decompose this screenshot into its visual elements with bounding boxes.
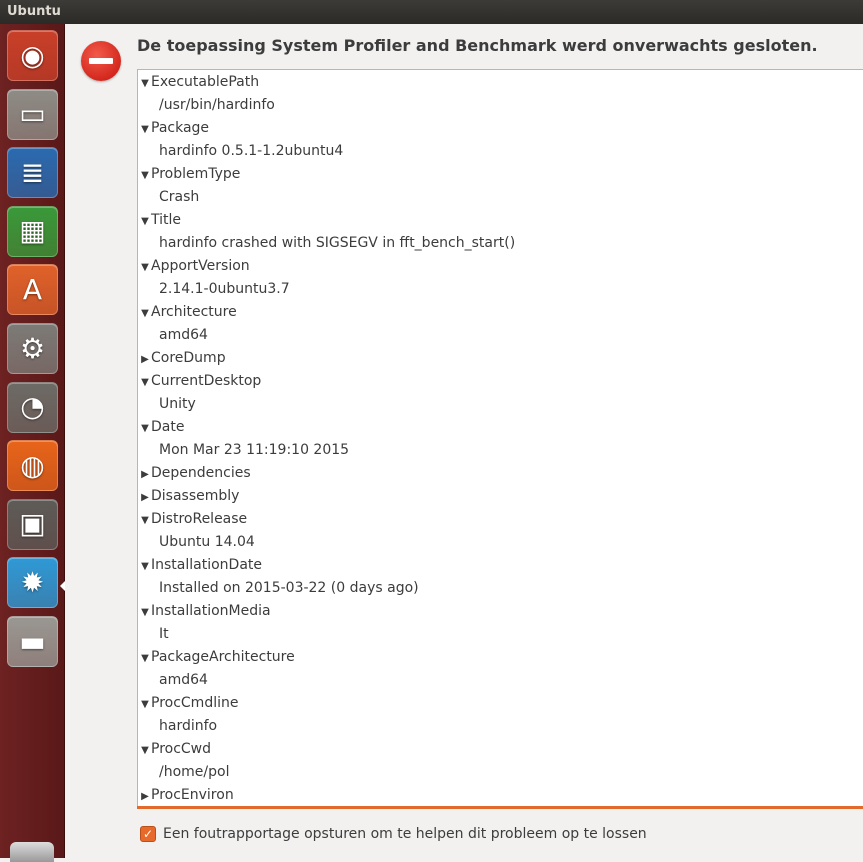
send-report-option[interactable] <box>140 824 647 844</box>
report-key-row[interactable] <box>138 485 863 508</box>
report-key-row[interactable] <box>138 209 863 232</box>
report-key-label: ProcEnviron <box>151 787 234 803</box>
report-value: Installed on 2015-03-22 (0 days ago) <box>159 580 419 596</box>
ubuntu-dash-icon[interactable] <box>7 30 58 81</box>
report-value: hardinfo <box>159 718 218 734</box>
expanded-triangle-icon[interactable]: ▼ <box>141 423 149 434</box>
report-value: Unity <box>159 396 196 412</box>
report-value: Crash <box>159 189 200 205</box>
report-key-row[interactable] <box>138 646 863 669</box>
report-value: amd64 <box>159 672 208 688</box>
expanded-triangle-icon[interactable]: ▼ <box>141 170 149 181</box>
launcher <box>0 24 65 858</box>
disk-usage-glyph: ◔ <box>20 390 45 424</box>
report-key-label: Disassembly <box>151 488 240 504</box>
send-report-label: Een foutrapportage opsturen om te helpen dit probleem op te lossen <box>163 826 647 842</box>
report-key-label: InstallationMedia <box>151 603 271 619</box>
expanded-triangle-icon[interactable]: ▼ <box>141 262 149 273</box>
files-icon[interactable] <box>7 89 58 140</box>
expanded-triangle-icon[interactable]: ▼ <box>141 699 149 710</box>
send-report-checkbox[interactable]: ✓ <box>140 826 156 842</box>
crash-dialog <box>66 24 863 858</box>
expanded-triangle-icon[interactable]: ▼ <box>141 653 149 664</box>
system-settings-glyph: ⚙ <box>19 331 46 365</box>
disk-usage-icon[interactable] <box>7 382 58 433</box>
top-panel <box>0 0 863 24</box>
trash-icon[interactable] <box>10 842 54 862</box>
apport-crash-icon[interactable] <box>7 557 58 608</box>
report-key-label: ProcCmdline <box>151 695 239 711</box>
libreoffice-writer-icon[interactable] <box>7 147 58 198</box>
report-key-row[interactable] <box>138 301 863 324</box>
report-value: Mon Mar 23 11:19:10 2015 <box>159 442 350 458</box>
report-key-label: Package <box>151 120 210 136</box>
libreoffice-writer-glyph: ≣ <box>20 155 45 189</box>
collapsed-triangle-icon[interactable]: ▶ <box>141 791 149 802</box>
report-key-row[interactable] <box>138 600 863 623</box>
error-icon <box>81 41 121 81</box>
report-key-label: Date <box>151 419 185 435</box>
report-key-label: ApportVersion <box>151 258 250 274</box>
report-key-label: ProcCwd <box>151 741 212 757</box>
dialog-headline: De toepassing System Profiler and Benchmark werd onverwachts gesloten. <box>137 36 818 55</box>
expanded-triangle-icon[interactable]: ▼ <box>141 561 149 572</box>
report-key-label: CoreDump <box>151 350 226 366</box>
report-value: hardinfo 0.5.1-1.2ubuntu4 <box>159 143 344 159</box>
report-key-row[interactable] <box>138 554 863 577</box>
report-key-row[interactable] <box>138 692 863 715</box>
software-center-glyph: A <box>22 272 43 306</box>
report-key-row[interactable] <box>138 738 863 761</box>
expanded-triangle-icon[interactable]: ▼ <box>141 745 149 756</box>
apport-crash-glyph: ✹ <box>20 565 45 599</box>
report-key-label: ExecutablePath <box>151 74 260 90</box>
report-key-label: InstallationDate <box>151 557 263 573</box>
report-value: amd64 <box>159 327 208 343</box>
report-list <box>138 70 863 807</box>
expanded-triangle-icon[interactable]: ▼ <box>141 308 149 319</box>
drive-icon[interactable] <box>7 616 58 667</box>
hardinfo-glyph: ▣ <box>19 507 46 541</box>
report-key-row[interactable] <box>138 416 863 439</box>
libreoffice-calc-glyph: ▦ <box>19 214 46 248</box>
drive-glyph: ▬ <box>19 624 46 658</box>
expanded-triangle-icon[interactable]: ▼ <box>141 515 149 526</box>
firefox-icon[interactable] <box>7 440 58 491</box>
report-key-row[interactable] <box>138 117 863 140</box>
report-value: /home/pol <box>159 764 230 780</box>
libreoffice-calc-icon[interactable] <box>7 206 58 257</box>
report-value: hardinfo crashed with SIGSEGV in fft_bench_start() <box>159 235 516 251</box>
report-key-row[interactable] <box>138 163 863 186</box>
report-details-tree[interactable] <box>137 69 863 809</box>
expanded-triangle-icon[interactable]: ▼ <box>141 216 149 227</box>
report-value: 2.14.1-0ubuntu3.7 <box>159 281 290 297</box>
firefox-glyph: ◍ <box>20 448 45 482</box>
collapsed-triangle-icon[interactable]: ▶ <box>141 354 149 365</box>
expanded-triangle-icon[interactable]: ▼ <box>141 78 149 89</box>
report-value: /usr/bin/hardinfo <box>159 97 275 113</box>
report-key-label: CurrentDesktop <box>151 373 262 389</box>
report-key-row[interactable] <box>138 508 863 531</box>
files-glyph: ▭ <box>19 97 46 131</box>
ubuntu-dash-glyph: ◉ <box>20 38 45 72</box>
report-key-label: Architecture <box>151 304 237 320</box>
report-key-row[interactable] <box>138 370 863 393</box>
report-key-row[interactable] <box>138 462 863 485</box>
report-key-label: DistroRelease <box>151 511 248 527</box>
report-key-label: ProblemType <box>151 166 241 182</box>
collapsed-triangle-icon[interactable]: ▶ <box>141 492 149 503</box>
report-key-label: PackageArchitecture <box>151 649 295 665</box>
collapsed-triangle-icon[interactable]: ▶ <box>141 469 149 480</box>
report-key-row[interactable] <box>138 255 863 278</box>
report-key-row[interactable] <box>138 784 863 807</box>
report-key-label: Title <box>151 212 182 228</box>
system-settings-icon[interactable] <box>7 323 58 374</box>
report-key-row[interactable] <box>138 347 863 370</box>
report-value: It <box>159 626 169 642</box>
expanded-triangle-icon[interactable]: ▼ <box>141 377 149 388</box>
window-title: Ubuntu <box>7 4 61 19</box>
report-scroll-edge <box>137 806 863 809</box>
report-key-label: Dependencies <box>151 465 251 481</box>
hardinfo-icon[interactable] <box>7 499 58 550</box>
report-key-row[interactable] <box>138 71 863 94</box>
active-indicator-icon <box>60 581 65 591</box>
expanded-triangle-icon[interactable]: ▼ <box>141 124 149 135</box>
software-center-icon[interactable] <box>7 264 58 315</box>
expanded-triangle-icon[interactable]: ▼ <box>141 607 149 618</box>
report-value: Ubuntu 14.04 <box>159 534 255 550</box>
